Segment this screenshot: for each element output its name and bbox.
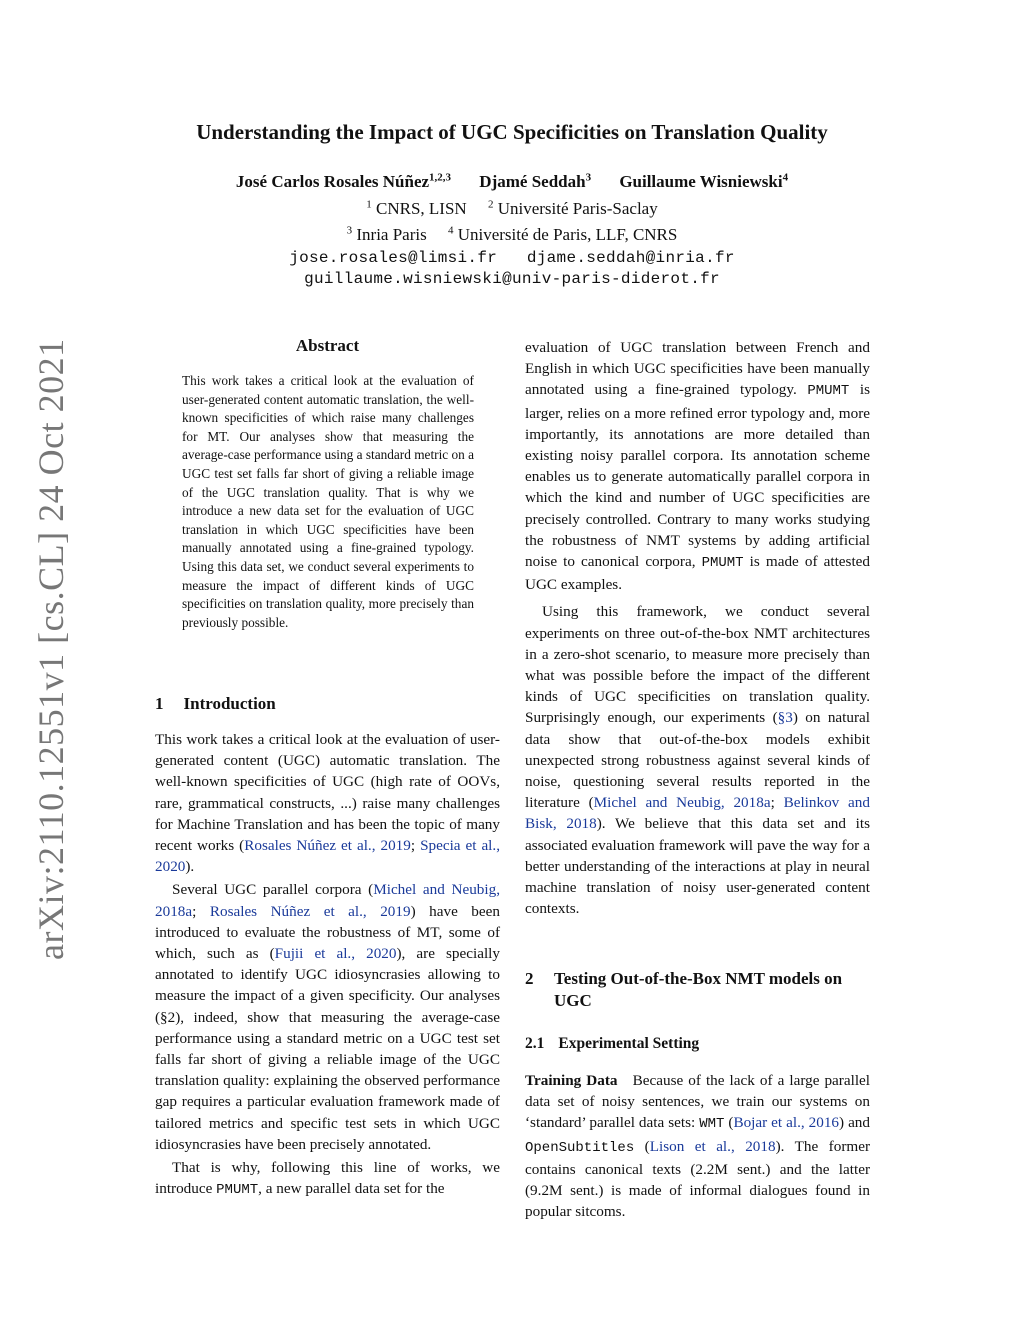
training-data-label: Training Data xyxy=(525,1072,618,1089)
citation-link[interactable]: §3 xyxy=(777,709,793,727)
intro-paragraph-2: Several UGC parallel corpora (Michel and Neubig, 2018a; Rosales Núñez et al., 2019) have been introduced to evaluate the robustness of MT, some of which, such as (Fujii et al., 2020), are specially annotated to identify UGC idiosyncrasies allowing to measure the impact of a given specificity. Our analyses (§2), indeed, show that measuring the average-case performance using a standard metric on a UGC test set falls far short of giving a reliable image of the UGC translation quality: explaining the observed performance gap requires a particular evaluation framework made of tailored metrics and specific test sets in which UGC idiosyncrasies have been precisely annotated. xyxy=(155,881,500,1153)
citation-link[interactable]: Michel and Neubig, 2018a xyxy=(155,881,500,920)
citation-link[interactable]: Fujii et al., 2020 xyxy=(274,945,397,963)
training-data-paragraph: Training Data Because of the lack of a large parallel data set of noisy sentences, we train our systems on ‘standard’ parallel data sets: WMT (Bojar et al., 2016) and OpenSubtitles (Lison et al., 2018). The former contains canonical texts (2.2M sent.) and the latter (9.2M sent.) is made of informal dialogues found in popular sitcoms. xyxy=(525,1072,871,1221)
affiliation-line-1: $^1$ CNRS, LISN $^2$ Université Paris-Saclay xyxy=(366,198,658,218)
right-paragraph-1: evaluation of UGC translation between French and English in which UGC specificities have been manually annotated using a fine-grained typology. PMUMT is larger, relies on a more refined error typology and, more importantly, its annotations are more detailed than existing noisy parallel corpora. Its annotation scheme enables us to generate automatically parallel corpora in which the kind and number of UGC specificities are precisely controlled. Contrary to many works studying the robustness of NMT systems by adding artificial noise to canonical corpora, PMUMT is made of attested UGC examples. xyxy=(525,339,870,594)
citation-link[interactable]: Michel and Neubig, 2018a xyxy=(593,794,771,812)
citation-link[interactable]: Rosales Núñez et al., 2019 xyxy=(209,902,411,920)
section-1-heading: 1 Introduction xyxy=(155,694,276,713)
email-line-2[interactable]: guillaume.wisniewski@univ-paris-diderot.fr xyxy=(304,270,720,288)
abstract-heading: Abstract xyxy=(295,336,360,355)
citation-link[interactable]: Rosales Núñez et al., 2019 xyxy=(244,837,411,855)
author-3: Guillaume Wisniewski$^4$ xyxy=(619,171,789,191)
arxiv-identifier[interactable]: arXiv:2110.12551v1 [cs.CL] 24 Oct 2021 xyxy=(31,338,71,960)
section-2-heading: 2 Testing Out-of-the-Box NMT models on UGC xyxy=(525,969,843,1010)
citation-link[interactable]: Belinkov and Bisk, 2018 xyxy=(525,794,870,833)
affiliation-line-2: $^3$ Inria Paris $^4$ Université de Paris, LLF, CNRS xyxy=(346,224,678,244)
intro-paragraph-3: That is why, following this line of works, we introduce PMUMT, a new parallel data set for the xyxy=(155,1159,500,1199)
email-line-1[interactable]: jose.rosales@limsi.fr djame.seddah@inria.fr xyxy=(289,249,735,267)
intro-paragraph-1: This work takes a critical look at the evaluation of user-generated content (UGC) automatic translation. The well-known specificities of UGC (high rate of OOVs, rare, grammatical constructs, ...) raise many challenges for Machine Translation and has been the topic of many recent works (Rosales Núñez et al., 2019; Specia et al., 2020). xyxy=(155,731,500,876)
author-1: José Carlos Rosales Núñez$^{1,2,3}$ xyxy=(235,171,452,191)
intro-body xyxy=(155,729,500,1201)
citation-link[interactable]: Lison et al., 2018 xyxy=(649,1137,776,1155)
right-paragraph-2: Using this framework, we conduct several experiments on three out-of-the-box NMT architectures in a zero-shot scenario, to measure more precisely than what was possible before the impact of the different kinds of UGC specificities on translation quality. Surprisingly enough, our experiments (§3) on natural data show that out-of-the-box models exhibit unexpected strong robustness against several kinds of noise, questioning several results reported in the literature (Michel and Neubig, 2018a; Belinkov and Bisk, 2018). We believe that this data set and its associated evaluation framework will pave the way for a better understanding of the interactions at play in neural machine translation of noisy user-generated content contexts. xyxy=(525,603,870,918)
subsection-2-1-heading: 2.1 Experimental Setting xyxy=(525,1035,700,1052)
author-list xyxy=(0,172,1024,192)
citation-link[interactable]: Bojar et al., 2016 xyxy=(733,1114,840,1132)
right-column-body xyxy=(525,337,870,919)
paper-title: Understanding the Impact of UGC Specificities on Translation Quality xyxy=(196,120,828,144)
abstract-text: This work takes a critical look at the evaluation of user-generated content automatic translation, the well-known specificities of which raise many challenges for MT. Our analyses show that measuring the average-case performance using a standard metric on a UGC test set falls far short of giving a reliable image of the UGC translation quality. That is why we introduce a new data set for the evaluation of UGC translation in which UGC specificities have been manually annotated using a fine-grained typology. Using this data set, we conduct several experiments to measure the impact of different kinds of UGC specificities on translation quality, more precisely than previously possible. xyxy=(182,373,475,630)
author-2: Djamé Seddah$^3$ xyxy=(479,171,592,191)
citation-link[interactable]: Specia et al., 2020 xyxy=(155,837,500,876)
